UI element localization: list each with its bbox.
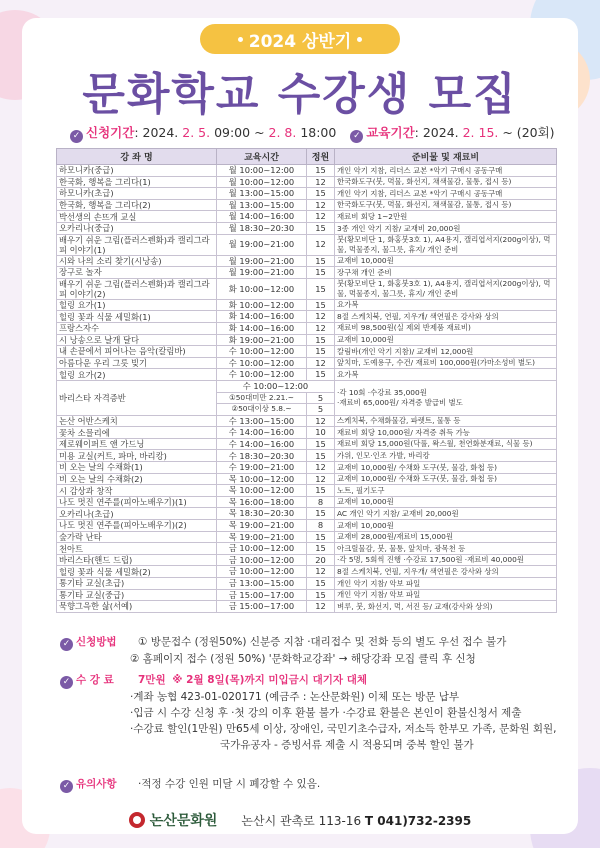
course-name: 논산 어반스케치 <box>57 415 217 427</box>
course-capacity: 12 <box>307 234 335 255</box>
col-header: 정원 <box>307 149 335 165</box>
course-name: 미용 교실(커트, 파마, 바리캉) <box>57 450 217 462</box>
course-name: 통기타 교실(초급) <box>57 578 217 590</box>
course-name: 묵향그윽한 삶(서예) <box>57 601 217 613</box>
course-time: 월 19:00~21:00 <box>217 255 307 267</box>
course-capacity: 12 <box>307 473 335 485</box>
check-icon: ✓ <box>70 130 83 143</box>
course-capacity: 8 <box>307 520 335 532</box>
course-materials: 개인 악기 지참, 리더스 교본 *악기 구매시 공동구매 <box>335 188 557 200</box>
course-time: 금 10:00~12:00 <box>217 566 307 578</box>
table-row <box>57 299 557 311</box>
course-name: 오카리나(중급) <box>57 222 217 234</box>
course-time: 월 19:00~21:00 <box>217 234 307 255</box>
course-name: 장구로 놀자 <box>57 267 217 279</box>
table-row <box>57 589 557 601</box>
course-session: ②50대이상 5.8.~ <box>217 404 307 416</box>
course-time: 월 19:00~21:00 <box>217 267 307 279</box>
table-row <box>57 176 557 188</box>
course-name: 한국화, 행복을 그리다(1) <box>57 176 217 188</box>
course-name: 바리스타(핸드 드립) <box>57 554 217 566</box>
course-capacity: 15 <box>307 578 335 590</box>
course-materials: AC 개인 악기 지참/ 교재비 20,000원 <box>335 508 557 520</box>
table-row <box>57 415 557 427</box>
course-time: 월 14:00~16:00 <box>217 211 307 223</box>
table-row <box>57 531 557 543</box>
course-capacity: 5 <box>307 404 335 416</box>
course-materials: 교재비 10,000원/ 수채화 도구(붓, 물감, 화첩 등) <box>335 462 557 474</box>
course-capacity: 15 <box>307 438 335 450</box>
course-capacity: 12 <box>307 176 335 188</box>
table-row <box>57 554 557 566</box>
course-time: 화 10:00~12:00 <box>217 278 307 299</box>
footer <box>22 802 578 838</box>
check-icon: ✓ <box>60 780 73 793</box>
course-time: 목 19:00~21:00 <box>217 520 307 532</box>
course-materials: 3종 개인 악기 지참/ 교재비 20,000원 <box>335 222 557 234</box>
course-name: 제로웨이퍼트 앤 가드닝 <box>57 438 217 450</box>
course-name: 힐링 요가(1) <box>57 299 217 311</box>
course-name: 힐링 꽃과 식물 세밀화(2) <box>57 566 217 578</box>
course-time: 월 13:00~15:00 <box>217 188 307 200</box>
course-time: 수 19:00~21:00 <box>217 462 307 474</box>
course-materials: 개인 악기 지참, 리더스 교본 *악기 구매시 공동구매 <box>335 165 557 177</box>
table-row <box>57 267 557 279</box>
season-badge: 2024 상반기 <box>200 24 400 54</box>
table-row <box>57 473 557 485</box>
course-materials: 벼루, 붓, 화선지, 먹, 서진 등/ 교재(강사와 상의) <box>335 601 557 613</box>
table-row <box>57 334 557 346</box>
course-time: 수 10:00~12:00 <box>217 346 307 358</box>
table-row <box>57 438 557 450</box>
course-capacity: 12 <box>307 566 335 578</box>
table-row <box>57 578 557 590</box>
course-name: 시와 나의 소리 찾기(시낭송) <box>57 255 217 267</box>
course-materials: 재료비 회당 15,000원(닥풀, 왁스월, 천연화분재료, 식물 등) <box>335 438 557 450</box>
course-table <box>56 148 557 613</box>
course-time: 금 13:00~15:00 <box>217 578 307 590</box>
course-time: 금 10:00~12:00 <box>217 554 307 566</box>
course-time: 화 19:00~21:00 <box>217 334 307 346</box>
edu-period: ✓ 교육기간: 2024. 2. 15. ~ (20회) <box>350 123 554 143</box>
course-time: 화 14:00~16:00 <box>217 322 307 334</box>
course-time: 수 10:00~12:00 <box>217 380 335 392</box>
course-time: 목 18:30~20:30 <box>217 508 307 520</box>
table-row <box>57 520 557 532</box>
course-session: ①50대미만 2.21.~ <box>217 392 307 404</box>
course-time: 금 15:00~17:00 <box>217 589 307 601</box>
course-time: 금 10:00~12:00 <box>217 543 307 555</box>
table-row <box>57 165 557 177</box>
course-name: 배우기 쉬운 그림(플러스펜화)과 캘리그라피 이야기(2) <box>57 278 217 299</box>
check-icon: ✓ <box>60 638 73 651</box>
course-materials: 교재비 10,000원/ 수채화 도구(붓, 물감, 화첩 등) <box>335 473 557 485</box>
course-name: 비 오는 날의 수채화(1) <box>57 462 217 474</box>
course-time: 월 13:00~15:00 <box>217 199 307 211</box>
course-name: 힐링 요가(2) <box>57 369 217 381</box>
course-name: 오카리나(초급) <box>57 508 217 520</box>
course-capacity: 15 <box>307 589 335 601</box>
course-capacity: 12 <box>307 211 335 223</box>
table-row <box>57 496 557 508</box>
table-row <box>57 508 557 520</box>
notice: ✓ 유의사항 ·적정 수강 인원 미달 시 폐강할 수 있음. <box>60 776 320 793</box>
course-capacity: 15 <box>307 299 335 311</box>
logo-icon <box>129 812 145 828</box>
col-header: 준비물 및 재료비 <box>335 149 557 165</box>
course-materials: 교재비 10,000원 <box>335 520 557 532</box>
course-materials: 가위, 인모·인조 가발, 바리캉 <box>335 450 557 462</box>
table-header <box>57 149 557 165</box>
course-materials: 교재비 10,000원 <box>335 255 557 267</box>
course-time: 수 10:00~12:00 <box>217 369 307 381</box>
course-capacity: 12 <box>307 311 335 323</box>
course-time: 목 16:00~18:00 <box>217 496 307 508</box>
course-materials: 8절 스케치북, 연필, 지우개/ 색연필은 강사와 상의 <box>335 566 557 578</box>
course-capacity: 5 <box>307 392 335 404</box>
table-row <box>57 255 557 267</box>
course-capacity: 15 <box>307 531 335 543</box>
table-row <box>57 380 557 392</box>
course-time: 수 13:00~15:00 <box>217 415 307 427</box>
course-name: 하모니카(초급) <box>57 188 217 200</box>
table-row <box>57 566 557 578</box>
course-capacity: 15 <box>307 346 335 358</box>
course-time: 금 15:00~17:00 <box>217 601 307 613</box>
org-logo: 논산문화원 <box>129 810 218 830</box>
col-header: 교육시간 <box>217 149 307 165</box>
course-time: 월 10:00~12:00 <box>217 165 307 177</box>
check-icon: ✓ <box>350 130 363 143</box>
fee-info: ✓ 수 강 료 7만원 ※ 2월 8일(목)까지 미입금시 대기자 대체 ·계좌 농협 423-01-020171 (예금주 : 논산문화원) 이체 또는 방문 납부 ·입금 시 수강 신청 후 ·첫 강의 이후 환불 불가 ·수강료 환불은 본인이 환불신청서 제출 ·수강료 할인(1만원) 만65세 이상, 장애인, 국민기초수급자, 저소득 한부모 가족, 문화원 회원, 국가유공자 - 증빙서류 제출 시 적용되며 중복 할인 불가 <box>60 672 557 753</box>
table-row <box>57 222 557 234</box>
course-capacity: 15 <box>307 450 335 462</box>
course-materials: 스케치북, 수채화물감, 파렛트, 물통 등 <box>335 415 557 427</box>
table-row <box>57 462 557 474</box>
course-time: 수 10:00~12:00 <box>217 357 307 369</box>
course-time: 수 14:00~16:00 <box>217 427 307 439</box>
course-capacity: 12 <box>307 199 335 211</box>
course-materials: 교재비 10,000원 <box>335 334 557 346</box>
course-name: 프랑스자수 <box>57 322 217 334</box>
table-row <box>57 311 557 323</box>
table-row <box>57 601 557 613</box>
course-materials: ·각 10회 ·수강료 35,000원 ·재료비 65,000원/ 자격증 발급비 별도 <box>335 380 557 415</box>
course-name: 박선생의 손뜨개 교실 <box>57 211 217 223</box>
course-materials: 요가복 <box>335 369 557 381</box>
course-materials: 칼림바(개인 악기 지참)/ 교재비 12,000원 <box>335 346 557 358</box>
course-materials: 교재비 10,000원 <box>335 496 557 508</box>
course-name: 나도 멋진 연주를(피아노배우기)(1) <box>57 496 217 508</box>
course-capacity: 15 <box>307 165 335 177</box>
course-capacity: 12 <box>307 357 335 369</box>
course-time: 월 18:30~20:30 <box>217 222 307 234</box>
course-materials: 8절 스케치북, 연필, 지우개/ 색연필은 강사와 상의 <box>335 311 557 323</box>
course-materials: 붓(황모비단 1, 화홍붓3호 1), A4용지, 캘리엽서지(200g이상), 먹물, 먹물종지, 물그릇, 휴지/ 개인 준비 <box>335 278 557 299</box>
course-materials: 붓(황모비단 1, 화홍붓3호 1), A4용지, 캘리엽서지(200g이상), 먹물, 먹물종지, 물그릇, 휴지/ 개인 준비 <box>335 234 557 255</box>
course-materials: 노트, 필기도구 <box>335 485 557 497</box>
col-header: 강 좌 명 <box>57 149 217 165</box>
course-name: 하모니카(중급) <box>57 165 217 177</box>
course-time: 목 10:00~12:00 <box>217 473 307 485</box>
course-time: 화 10:00~12:00 <box>217 299 307 311</box>
table-row <box>57 369 557 381</box>
course-capacity: 15 <box>307 369 335 381</box>
table-row <box>57 427 557 439</box>
course-capacity: 10 <box>307 427 335 439</box>
course-capacity: 15 <box>307 485 335 497</box>
course-capacity: 12 <box>307 415 335 427</box>
course-name: 한국화, 행복을 그리다(2) <box>57 199 217 211</box>
course-capacity: 15 <box>307 188 335 200</box>
course-materials: 개인 악기 지참/ 악보 파일 <box>335 578 557 590</box>
course-capacity: 15 <box>307 255 335 267</box>
course-materials: 재료비 회당 1~2만원 <box>335 211 557 223</box>
course-materials: 개인 악기 지참/ 악보 파일 <box>335 589 557 601</box>
apply-method: ✓ 신청방법 ① 방문접수 (정원50%) 신분증 지참 ·대리접수 및 전화 등의 별도 우선 접수 불가 ② 홈페이지 접수 (정원 50%) '문화학교강좌' → 해당강좌 모집 클릭 후 신청 <box>60 634 506 667</box>
table-row <box>57 543 557 555</box>
course-name: 통기타 교실(중급) <box>57 589 217 601</box>
course-name: 비 오는 날의 수채화(2) <box>57 473 217 485</box>
table-row <box>57 346 557 358</box>
course-capacity: 15 <box>307 334 335 346</box>
course-capacity: 12 <box>307 601 335 613</box>
table-row <box>57 357 557 369</box>
table-row <box>57 485 557 497</box>
course-materials: 요가복 <box>335 299 557 311</box>
table-row <box>57 234 557 255</box>
course-name: 시 낭송으로 날개 달다 <box>57 334 217 346</box>
course-time: 목 10:00~12:00 <box>217 485 307 497</box>
course-name: 배우기 쉬운 그림(플러스펜화)과 캘리그라피 이야기(1) <box>57 234 217 255</box>
course-name: 바리스타 자격증반 <box>57 380 217 415</box>
course-time: 화 14:00~16:00 <box>217 311 307 323</box>
course-materials: 재료비 98,500원(실 제외 반제품 재료비) <box>335 322 557 334</box>
course-name: 천아트 <box>57 543 217 555</box>
course-materials: 한국화도구(붓, 먹물, 화선지, 채색물감, 물통, 접시 등) <box>335 176 557 188</box>
course-capacity: 12 <box>307 462 335 474</box>
table-row <box>57 322 557 334</box>
course-time: 목 19:00~21:00 <box>217 531 307 543</box>
course-name: 나도 멋진 연주를(피아노배우기)(2) <box>57 520 217 532</box>
course-name: 숲가락 난타 <box>57 531 217 543</box>
table-row <box>57 199 557 211</box>
course-name: 내 손끝에서 피어나는 음악(칼림바) <box>57 346 217 358</box>
course-capacity: 12 <box>307 322 335 334</box>
course-capacity: 15 <box>307 222 335 234</box>
apply-period: ✓ 신청기간: 2024. 2. 5. 09:00 ~ 2. 8. 18:00 <box>70 123 336 143</box>
course-capacity: 15 <box>307 278 335 299</box>
course-capacity: 20 <box>307 554 335 566</box>
course-materials: 장구채 개인 준비 <box>335 267 557 279</box>
course-capacity: 15 <box>307 508 335 520</box>
course-materials: ·각 5명, 5회씩 진행 ·수강료 17,500원 ·재료비 40,000원 <box>335 554 557 566</box>
course-capacity: 8 <box>307 496 335 508</box>
course-name: 아름다운 우리 그릇 빚기 <box>57 357 217 369</box>
check-icon: ✓ <box>60 676 73 689</box>
table-row <box>57 188 557 200</box>
course-capacity: 15 <box>307 543 335 555</box>
course-materials: 재료비 회당 10,000원/ 자격증 취득 가능 <box>335 427 557 439</box>
course-materials: 앞치마, 도예용구, 수건/ 재료비 100,000원(가마소성비 별도) <box>335 357 557 369</box>
course-time: 월 10:00~12:00 <box>217 176 307 188</box>
table-row <box>57 211 557 223</box>
course-materials: 교재비 28,000원/재료비 15,000원 <box>335 531 557 543</box>
address: 논산시 관촉로 113-16 T 041)732-2395 <box>241 813 472 828</box>
course-time: 수 14:00~16:00 <box>217 438 307 450</box>
period-line <box>70 123 555 143</box>
course-capacity: 15 <box>307 267 335 279</box>
course-name: 시 감상과 창작 <box>57 485 217 497</box>
course-materials: 한국화도구(붓, 먹물, 화선지, 채색물감, 물통, 접시 등) <box>335 199 557 211</box>
table-row <box>57 450 557 462</box>
course-time: 수 18:30~20:30 <box>217 450 307 462</box>
course-name: 꽃차 소믈리에 <box>57 427 217 439</box>
course-name: 힐링 꽃과 식물 세밀화(1) <box>57 311 217 323</box>
table-row <box>57 278 557 299</box>
page-title: 문화학교 수강생 모집 <box>82 69 518 120</box>
course-materials: 아크릴물감, 붓, 물통, 앞치마, 광목천 등 <box>335 543 557 555</box>
